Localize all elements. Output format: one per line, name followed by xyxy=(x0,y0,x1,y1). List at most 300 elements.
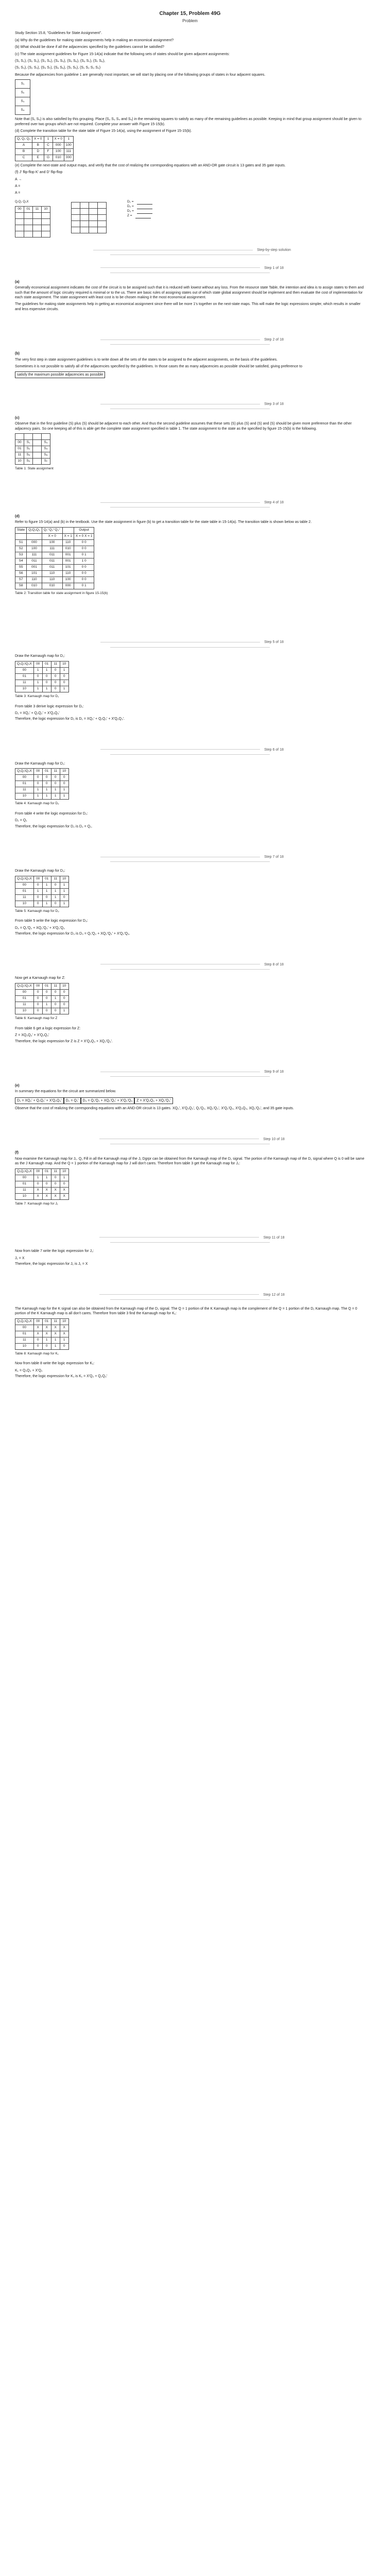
blank-kmap xyxy=(15,200,50,240)
equation: Z = XQ₂Q₃' + X'Q₂Q₃' xyxy=(15,1033,49,1038)
table-cell: 101 xyxy=(62,564,74,570)
kmap-cell: 0 xyxy=(60,1002,68,1008)
state-cell: S₂ xyxy=(15,89,30,97)
answer-line xyxy=(137,200,152,205)
table-cell: 001 xyxy=(27,564,42,570)
kmap-cell: 1 xyxy=(60,888,68,894)
step-text: Now examine the Karnaugh map for J₁. Q₁ Fill in all the Karnaugh map of the J₁ Dgrpr can be obtained from the Karnaugh map of the D₁ signal. The portion of the Karnaugh map of the D₁ signal where Q is 0 will be same as the J Karnaugh map. And the Q = 1 portion of the Karnaugh map for J will don't cares. Therefore from table 3 get the Karnaugh map for J₁: xyxy=(15,1157,365,1166)
kmap-cell: 1 xyxy=(60,882,68,888)
kmap-row-label: 11 xyxy=(15,1187,34,1193)
kmap-cell: X xyxy=(33,1193,42,1199)
page-title: Chapter 15, Problem 49G xyxy=(159,11,221,16)
step-eq-intro: From table 6 get a logic expression for Z: xyxy=(15,1026,81,1030)
kmap-cell: 1 xyxy=(42,1002,51,1008)
kmap-cell: 1 xyxy=(33,888,42,894)
kmap-cell: X xyxy=(51,1193,60,1199)
table-cell: S₈ xyxy=(42,452,50,459)
kmap-header-cell: 10 xyxy=(60,983,68,989)
table-cell: 111 xyxy=(27,552,42,558)
kmap-cell: 0 xyxy=(42,989,51,995)
kmap-col-label: 11 xyxy=(33,206,42,212)
karnaugh-map xyxy=(15,1168,69,1200)
kmap-cell: X xyxy=(51,1325,60,1331)
table-cell: S7 xyxy=(15,577,27,583)
kmap-cell: 1 xyxy=(51,888,60,894)
table-cell: 110 xyxy=(62,539,74,546)
table-cell: 0 1 xyxy=(74,583,94,589)
step-text: In summary the equations for the circuit are summarized below. xyxy=(15,1090,116,1094)
kmap-cell: X xyxy=(60,1193,68,1199)
spacer xyxy=(15,1269,365,1284)
problem-b: (b) What should be done if all the adjacencies specified by the guidelines cannot be satisfied? xyxy=(15,45,164,49)
table-cell: 000 xyxy=(62,583,74,589)
output-label: D₁ = xyxy=(127,199,134,204)
table-header-cell: Output xyxy=(74,527,94,533)
step-heading: (b) xyxy=(15,352,20,356)
kmap-row-label: 00 xyxy=(15,667,34,673)
kmap-cell: 0 xyxy=(33,1002,42,1008)
kmap-cell: 1 xyxy=(42,667,51,673)
kmap-cell: X xyxy=(42,1331,51,1337)
state-grid xyxy=(15,79,30,115)
step-eq-intro: From table 3 derive logic expression for D₁: xyxy=(15,704,84,708)
kmap-cell: 0 xyxy=(51,775,60,781)
kmap-header-cell: 10 xyxy=(60,769,68,775)
table-cell xyxy=(42,434,50,440)
kmap-row-label: 11 xyxy=(15,680,34,686)
kmap-header-cell: 01 xyxy=(42,876,51,882)
kmap-row-label: 11 xyxy=(15,787,34,793)
problem-ineq-2: A = xyxy=(15,184,21,188)
step-section xyxy=(15,962,365,1061)
kmap-header-cell: Q₁Q₂\Q₃X xyxy=(15,661,34,667)
kmap-cell: 1 xyxy=(60,793,68,800)
kmap-cell: 0 xyxy=(33,894,42,901)
kmap-header-cell: 11 xyxy=(51,876,60,882)
table-cell: 0 1 xyxy=(74,552,94,558)
kmap-cell: X xyxy=(42,1187,51,1193)
kmap-cell: 1 xyxy=(51,894,60,901)
step-label: Step 12 of 18 xyxy=(15,1293,365,1302)
kmap-cell: 0 xyxy=(33,995,42,1002)
spacer xyxy=(15,939,365,954)
problem-note: Note that (S₁ S₅) is also satisfied by this grouping. Place (S₂ S₃ S₄ and S₅) in the remaining squares to satisfy as many of the remaining guidelines as possible. Keeping in mind that group assignment should be given to preferred over two groups which are not required. Complete your answer with Figure 15-15(b). xyxy=(15,117,361,126)
kmap-cell: 0 xyxy=(51,1008,60,1014)
kmap-cell: 1 xyxy=(60,1008,68,1014)
kmap-cell: 0 xyxy=(51,667,60,673)
kmap-label: Q₃X xyxy=(23,200,29,204)
table-cell: 100 xyxy=(53,148,64,155)
spacer xyxy=(15,1113,365,1129)
step-section xyxy=(15,1070,365,1129)
kmap-header-cell: 00 xyxy=(33,1168,42,1175)
kmap-cell: 1 xyxy=(42,888,51,894)
kmap-header-cell: 01 xyxy=(42,661,51,667)
kmap-cell: 1 xyxy=(60,787,68,793)
solution-header: Step-by-step solution xyxy=(15,248,365,258)
table-cell: D xyxy=(32,148,44,155)
table-cell: E xyxy=(32,155,44,161)
step-label: Step 11 of 18 xyxy=(15,1235,365,1245)
equation: Z = X'Q₂Q₃ + XQ₂'Q₃' xyxy=(134,1097,173,1104)
table-cell: S₁ xyxy=(24,440,33,446)
step-result: Therefore, the logic expression for D₃ is D₃ = Q₁'Q₂ + XQ₂'Q₃' + X'Q₂'Q₃. xyxy=(15,932,130,936)
table-cell: 010 xyxy=(62,546,74,552)
kmap-cell: 0 xyxy=(33,1008,42,1014)
step-section xyxy=(15,748,365,846)
problem-d: (d) Complete the transition table for the state table of Figure 15-14(a), using the assignment of Figure 15-15(b). xyxy=(15,129,192,133)
table-cell: 010 xyxy=(42,583,62,589)
step-text: Now get a Karnaugh map for Z: xyxy=(15,976,65,980)
table-subheader-cell xyxy=(27,533,42,539)
equation: D₃ = Q₁'Q₂ + XQ₂'Q₃' + X'Q₂'Q₃ xyxy=(15,926,65,930)
problem-a: (a) Why do the guidelines for making state assignments help in making an economical assignment? xyxy=(15,38,174,42)
table-cell: 010 xyxy=(53,155,64,161)
table-subheader-cell: X = 0 X = 1 xyxy=(74,533,94,539)
kmap-cell: 0 xyxy=(42,775,51,781)
step-text: Draw the Karnaugh map for D₃: xyxy=(15,869,65,873)
table-cell: A xyxy=(15,142,32,148)
kmap-header-cell: 10 xyxy=(60,1318,68,1325)
kmap-cell: 0 xyxy=(42,1343,51,1349)
spacer xyxy=(15,601,365,632)
kmap-cell: 0 xyxy=(60,1343,68,1349)
table-cell: S5 xyxy=(15,564,27,570)
table-caption: Table 5: Karnaugh map for D₃ xyxy=(15,909,59,913)
table-header-cell: X = 0 xyxy=(53,136,64,142)
step-result: Therefore, the logic expression for K₁ is K₁ = X'Q₂ + Q₂Q₃' xyxy=(15,1375,108,1379)
kmap-header-cell: 10 xyxy=(60,876,68,882)
kmap-row-label: 10 xyxy=(15,793,34,800)
kmap-cell: 0 xyxy=(51,1175,60,1181)
table-cell: 011 xyxy=(42,552,62,558)
table-cell: 010 xyxy=(27,583,42,589)
karnaugh-map xyxy=(15,768,69,800)
table-cell: 001 xyxy=(62,552,74,558)
table-cell: 011 xyxy=(27,558,42,564)
kmap-header-cell: 00 xyxy=(33,769,42,775)
step-section xyxy=(15,1137,365,1227)
kmap-header-cell: 01 xyxy=(42,983,51,989)
table-cell: 110 xyxy=(42,577,62,583)
spacer xyxy=(15,1381,365,1397)
table-cell: S6 xyxy=(15,570,27,577)
step-label: Step 4 of 18 xyxy=(15,500,365,510)
kmap-cell: 0 xyxy=(60,995,68,1002)
step-label: Step 10 of 18 xyxy=(15,1137,365,1147)
kmap-cell: 1 xyxy=(60,686,68,692)
step-result: Therefore, the logic expression for Z is Z = X'Q₂Q₃ + XQ₂'Q₃'. xyxy=(15,1039,113,1043)
problem-ineq: A → xyxy=(15,177,22,181)
kmap-row-label: 01 xyxy=(15,995,34,1002)
kmap-row-label: 10 xyxy=(15,1343,34,1349)
table-cell: S₅ xyxy=(24,459,33,465)
kmap-cell: 0 xyxy=(33,882,42,888)
table-cell xyxy=(33,452,42,459)
kmap-header-cell: Q₁Q₂\Q₃X xyxy=(15,769,34,775)
kmap-cell: 0 xyxy=(51,882,60,888)
kmap-cell: 0 xyxy=(33,775,42,781)
kmap-cell: 1 xyxy=(42,901,51,907)
step-text: Now from table 7 write the logic expression for J₁: xyxy=(15,1249,94,1253)
kmap-cell: 1 xyxy=(33,793,42,800)
step-eq-intro: From table 4 write the logic expression for D₂: xyxy=(15,811,88,816)
table-cell: 100 xyxy=(27,546,42,552)
table-cell: F xyxy=(44,148,53,155)
table-cell: 0 0 xyxy=(74,546,94,552)
step-heading: (f) xyxy=(15,1151,19,1155)
kmap-header-cell: 00 xyxy=(33,661,42,667)
kmap-cell: 0 xyxy=(33,901,42,907)
table-cell: B xyxy=(15,148,32,155)
table-cell: S₄ xyxy=(42,446,50,452)
table-caption: Table 6: Karnaugh map for Z xyxy=(15,1016,58,1020)
table-header-cell: Q₁Q₂Q₃ xyxy=(27,527,42,533)
step-text-2: The guidelines for making state assignments help in getting an economical assignment since there will be more 1's together on the next-state maps. This will make the logic expressions simpler, which results in smaller and less expensive circuits. xyxy=(15,302,361,311)
table-cell xyxy=(33,434,42,440)
table-header-cell: X = 0 xyxy=(32,136,44,142)
table-cell: 101 xyxy=(27,570,42,577)
kmap-cell: X xyxy=(42,1325,51,1331)
kmap-cell: 0 xyxy=(60,894,68,901)
kmap-row-label: 11 xyxy=(15,1002,34,1008)
table-cell: S4 xyxy=(15,558,27,564)
table-cell: 0 0 xyxy=(74,577,94,583)
step-label: Step 5 of 18 xyxy=(15,640,365,650)
kmap-cell: 0 xyxy=(51,1002,60,1008)
table-cell: 00 xyxy=(15,440,24,446)
kmap-cell: 0 xyxy=(42,995,51,1002)
kmap-cell: 1 xyxy=(33,667,42,673)
kmap-cell: 0 xyxy=(42,680,51,686)
table-cell: B xyxy=(32,142,44,148)
kmap-cell: 1 xyxy=(33,686,42,692)
table-cell: 0 0 xyxy=(74,564,94,570)
table-cell: 01 xyxy=(15,446,24,452)
karnaugh-map xyxy=(15,983,69,1014)
table-subheader-cell: X = 1 xyxy=(62,533,74,539)
kmap-header-cell: 10 xyxy=(60,661,68,667)
problem-sets-2: (S₁ S₃), (S₂ S₄), (S₅ S₇), (S₆ S₈), (S₁ S₅), (S₁ S₂ S₃ S₄) xyxy=(15,66,101,70)
kmap-cell: X xyxy=(60,1331,68,1337)
kmap-cell: 0 xyxy=(42,1008,51,1014)
step-text: Generally economical assignment indicates the cost of the circuit is to be assigned such that it is reduced with lowest without any loss. From the resource state Table, the intention and idea is to assign states to them and such that the amount of logic circuitry required is minimal or to the us. There are basic rules of assigning states out of which state global assignment should be implement and then evaluate the cost of implementation for each state assignment. The state assignment with least cost is to be chosen making it the most economical assignment. xyxy=(15,286,364,300)
kmap-cell: 0 xyxy=(42,673,51,680)
kmap-cell: 0 xyxy=(51,1181,60,1187)
kmap-cell: 1 xyxy=(51,1343,60,1349)
kmap-cell: 1 xyxy=(33,1175,42,1181)
kmap-cell: 1 xyxy=(60,1175,68,1181)
kmap-cell: 1 xyxy=(60,667,68,673)
kmap-cell: X xyxy=(33,1187,42,1193)
spacer xyxy=(15,1046,365,1061)
kmap-cell: 0 xyxy=(33,673,42,680)
table-cell: S1 xyxy=(15,539,27,546)
kmap-cell: X xyxy=(51,1187,60,1193)
kmap-header-cell: 00 xyxy=(33,1318,42,1325)
equation: D₂ = Q₁' xyxy=(64,1097,81,1104)
step-section xyxy=(15,500,365,632)
step-result: Therefore, the logic expression for D₂ is D₂ = Q₁. xyxy=(15,824,93,828)
kmap-row-label: 00 xyxy=(15,1175,34,1181)
step-heading: (d) xyxy=(15,514,20,518)
step-text-2: Sometimes it is not possible to satisfy all of the adjacencies specified by the guidelines. In those cases the as many adjacencies as possible should be satisfied, giving preference to xyxy=(15,365,302,369)
step-text: Observe that in the first guideline (S) plus (S) should be adjacent to each other. And thus the second guideline assumes that these sets (S) plus (S) and (S) and (S) should be given more preference than the other adjacency pairs. So one keeping all of this is able get the complete state assignment specified in table 1. The state assignment to the state as the specified by figure 15-15(b) is the following. xyxy=(15,422,352,431)
step-heading: (a) xyxy=(15,280,20,284)
kmap-cell: 1 xyxy=(33,680,42,686)
kmap-row-label: 10 xyxy=(15,686,34,692)
page xyxy=(15,0,365,1397)
equation: D₁ = XQ₂' + Q₁Q₂' + X'Q₂Q₃' xyxy=(15,711,60,715)
step-label: Step 9 of 18 xyxy=(15,1070,365,1079)
spacer xyxy=(15,1212,365,1227)
table-cell: 111 xyxy=(42,546,62,552)
kmap-cell: 0 xyxy=(60,680,68,686)
kmap-cell: 1 xyxy=(42,686,51,692)
table-cell: 100 xyxy=(42,539,62,546)
table-cell: 111 xyxy=(64,148,73,155)
table-cell: C xyxy=(15,155,32,161)
kmap-col-label: 00 xyxy=(15,206,24,212)
equation: D₂ = Q₁ xyxy=(15,819,27,823)
spacer xyxy=(15,378,365,394)
table-cell: 100 xyxy=(64,142,73,148)
table-caption: Table 7: Karnaugh map for J₁ xyxy=(15,1201,58,1206)
table-caption: Table 8: Karnaugh map for K₁ xyxy=(15,1351,59,1355)
kmap-cell: X xyxy=(60,1187,68,1193)
output-label: D₂ = xyxy=(127,204,134,208)
kmap-cell: 0 xyxy=(42,781,51,787)
table-cell: 000 xyxy=(27,539,42,546)
kmap-cell: 1 xyxy=(42,793,51,800)
step-text: Refer to figure 15-14(a) and (b) in the textbook. Use the state assignment in figure (b) to get a transition table for the state table in 15-14(a). The transition table is shown below as table 2. xyxy=(15,520,312,524)
step-section xyxy=(15,1293,365,1397)
problem-sets-1: (S₁ S₂), (S₂ S₃), (S₃ S₄), (S₄ S₅), (S₅ S₆), (S₆ S₇), (S₇ S₈), xyxy=(15,59,106,63)
kmap-cell: 1 xyxy=(51,787,60,793)
kmap-cell: 1 xyxy=(51,995,60,1002)
kmap-row-label: 00 xyxy=(15,989,34,995)
karnaugh-map xyxy=(15,876,69,907)
kmap-cell: X xyxy=(60,1325,68,1331)
table-cell xyxy=(24,434,33,440)
kmap-cell: 0 xyxy=(51,781,60,787)
kmap-cell: 0 xyxy=(33,989,42,995)
output-equations-blank xyxy=(127,200,152,240)
kmap-col-label: 01 xyxy=(24,206,33,212)
problem-statement xyxy=(15,31,365,258)
step-section xyxy=(15,266,365,330)
table-cell: G xyxy=(44,155,53,161)
kmap-row-label: 10 xyxy=(15,901,34,907)
table-cell: S₇ xyxy=(42,459,50,465)
spacer xyxy=(15,314,365,329)
table-header-cell: 1 xyxy=(64,136,73,142)
transition-table xyxy=(15,527,94,589)
kmap-cell: X xyxy=(33,1325,42,1331)
kmap-cell: 0 xyxy=(33,1337,42,1343)
kmap-header-cell: Q₁Q₂\Q₃X xyxy=(15,1168,34,1175)
step-section xyxy=(15,1235,365,1284)
table-cell xyxy=(33,440,42,446)
spacer xyxy=(15,724,365,739)
kmap-header-cell: 11 xyxy=(51,1168,60,1175)
table-cell: 000 xyxy=(64,155,73,161)
kmap-header-cell: 00 xyxy=(33,876,42,882)
spacer xyxy=(15,477,365,492)
step-heading: (c) xyxy=(15,416,20,420)
kmap-cell: 0 xyxy=(60,673,68,680)
step-label: Step 8 of 18 xyxy=(15,962,365,972)
karnaugh-map xyxy=(15,661,69,692)
blank-kmaps xyxy=(15,200,365,240)
table-cell: 1 0 xyxy=(74,558,94,564)
table-subheader-cell: X = 0 xyxy=(42,533,62,539)
step-section xyxy=(15,337,365,394)
kmap-cell: 0 xyxy=(51,989,60,995)
answer-line xyxy=(137,209,152,214)
table-cell: S₃ xyxy=(42,440,50,446)
equation: J₁ = X xyxy=(15,1256,25,1260)
table-header-cell: 1 xyxy=(44,136,53,142)
kmap-header-cell: 01 xyxy=(42,769,51,775)
problem-e: (e) Complete the next-state and output maps, and verify that the cost of realizing the corresponding equations with an AND-OR gate circuit is 13 gates and 35 gate inputs. xyxy=(15,163,286,167)
kmap-row-label: 11 xyxy=(15,894,34,901)
kmap-header-cell: 01 xyxy=(42,1318,51,1325)
step-section xyxy=(15,640,365,739)
kmap-cell: 1 xyxy=(60,1337,68,1343)
kmap-cell: 1 xyxy=(51,1337,60,1343)
kmap-row-label: 00 xyxy=(15,882,34,888)
step-heading: (e) xyxy=(15,1083,20,1088)
karnaugh-map xyxy=(15,1318,69,1350)
answer-line xyxy=(135,214,151,218)
state-cell: S₄ xyxy=(15,106,30,115)
table-caption: Table 4: Karnaugh map for D₂ xyxy=(15,802,59,806)
step-boxed-answer: satisfy the maximum possible adjacencies as possible xyxy=(15,371,105,378)
state-cell: S₃ xyxy=(15,97,30,106)
kmap-cell: 0 xyxy=(51,673,60,680)
kmap-cell: 1 xyxy=(42,1337,51,1343)
output-label: Z = xyxy=(127,213,132,217)
step-text: The very first step in state assignment guidelines is to write down all the sets of the states to be assigned to the adjacent assignments, on the basis of the guidelines. xyxy=(15,358,278,362)
table-cell: 011 xyxy=(42,564,62,570)
kmap-header-cell: 00 xyxy=(33,983,42,989)
kmap-header-cell: Q₁Q₂\Q₃X xyxy=(15,876,34,882)
answer-line xyxy=(137,205,152,209)
table-cell: 110 xyxy=(62,570,74,577)
spacer xyxy=(15,831,365,846)
kmap-header-cell: 11 xyxy=(51,769,60,775)
equation: D₁ = XQ₂' + Q₁Q₂' + X'Q₂Q₃' xyxy=(15,1097,64,1104)
step-label: Step 6 of 18 xyxy=(15,748,365,757)
table-cell: S3 xyxy=(15,552,27,558)
problem-c: (c) The state assignment guidelines for Figure 15-14(a) indicate that the following sets of states should be given adjacent assignments: xyxy=(15,52,230,56)
kmap-cell: 0 xyxy=(51,686,60,692)
table-header-cell: Q₁ Q₂ Q₃ xyxy=(15,136,32,142)
equation: K₁ = Q₂Q₃ + X'Q₂ xyxy=(15,1368,43,1372)
table-cell: S2 xyxy=(15,546,27,552)
kmap-label: Q₁Q₂ xyxy=(15,200,22,204)
kmap-cell: X xyxy=(33,1331,42,1337)
table-header-cell xyxy=(62,527,74,533)
table-cell: 100 xyxy=(62,577,74,583)
kmap-header-cell: 11 xyxy=(51,1318,60,1325)
kmap-row-label: 10 xyxy=(15,1008,34,1014)
kmap-cell: X xyxy=(42,1193,51,1199)
kmap-header-cell: 11 xyxy=(51,983,60,989)
kmap-cell: 1 xyxy=(42,787,51,793)
kmap-row-label: 01 xyxy=(15,888,34,894)
